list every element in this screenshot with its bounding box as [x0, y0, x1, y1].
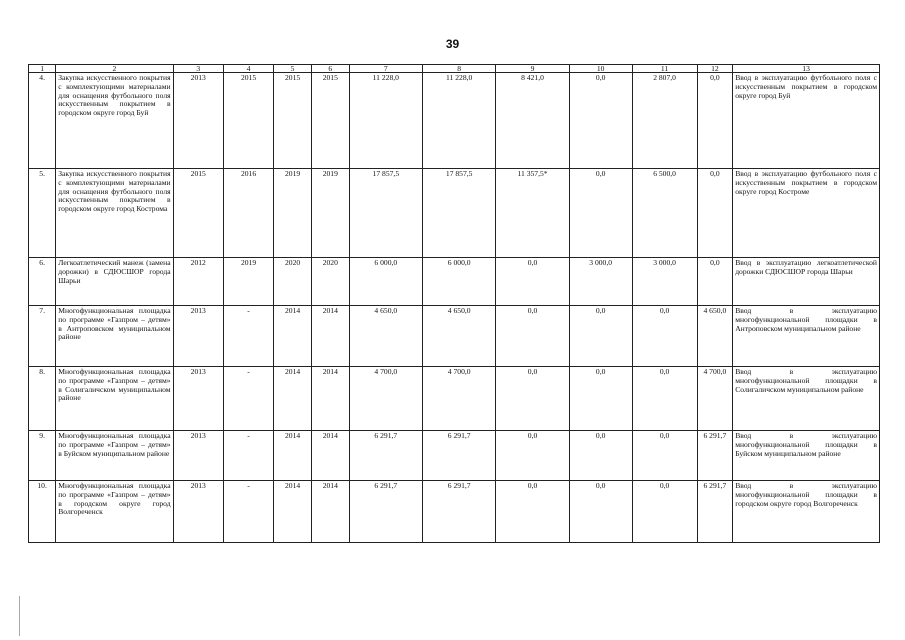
cell: 2013 [173, 481, 223, 543]
column-header: 12 [697, 65, 733, 73]
cell: 0,0 [569, 367, 632, 431]
cell: - [223, 481, 273, 543]
cell: 2013 [173, 367, 223, 431]
cell: 2015 [311, 73, 349, 169]
program-table [28, 64, 880, 543]
cell: 4 700,0 [423, 367, 496, 431]
page-number: 39 [445, 37, 460, 51]
object-name: Многофункциональная площадка по программе «Газпром – детям» в Буйском муниципальном районе [56, 431, 173, 481]
row-number: 4. [29, 73, 56, 169]
cell: 17 857,5 [349, 169, 422, 258]
row-number: 9. [29, 431, 56, 481]
cell: 2014 [311, 481, 349, 543]
cell: 4 700,0 [697, 367, 733, 431]
table-row [29, 481, 880, 543]
cell: 4 650,0 [697, 306, 733, 367]
cell: 2020 [274, 258, 312, 306]
object-name: Многофункциональная площадка по программе «Газпром – детям» в городском округе город Волгореченск [56, 481, 173, 543]
cell: 2019 [223, 258, 273, 306]
column-header: 13 [733, 65, 880, 73]
cell: 2 807,0 [632, 73, 697, 169]
table-row [29, 367, 880, 431]
cell: 4 650,0 [423, 306, 496, 367]
cell: 0,0 [496, 306, 569, 367]
cell: 4 650,0 [349, 306, 422, 367]
column-header: 5 [274, 65, 312, 73]
row-number: 8. [29, 367, 56, 431]
cell: 11 357,5* [496, 169, 569, 258]
cell: 2014 [274, 367, 312, 431]
cell: 0,0 [632, 367, 697, 431]
cell: 2013 [173, 73, 223, 169]
expected-result: Ввод в эксплуатацию легкоатлетической дорожки СДЮСШОР города Шарьи [733, 258, 880, 306]
cell: 2015 [173, 169, 223, 258]
cell: 2015 [274, 73, 312, 169]
cell: 2020 [311, 258, 349, 306]
expected-result: Ввод в эксплуатацию футбольного поля с искусственным покрытием в городском округе город Буй [733, 73, 880, 169]
cell: 2014 [274, 306, 312, 367]
cell: 2015 [223, 73, 273, 169]
cell: 0,0 [496, 258, 569, 306]
column-header: 1 [29, 65, 56, 73]
cell: 6 291,7 [423, 481, 496, 543]
expected-result: Ввод в эксплуатацию многофункциональной площадки в городском округе город Волгореченск [733, 481, 880, 543]
cell: 0,0 [496, 367, 569, 431]
cell: 6 291,7 [697, 481, 733, 543]
column-header: 8 [423, 65, 496, 73]
table-row [29, 169, 880, 258]
column-header: 3 [173, 65, 223, 73]
row-number: 10. [29, 481, 56, 543]
table-row [29, 431, 880, 481]
object-name: Легкоатлетический манеж (замена дорожки) в СДЮСШОР города Шарьи [56, 258, 173, 306]
object-name: Закупка искусственного покрытия с комплектующими материалами для оснащения футбольного поля искусственным покрытием в городском округе город Кострома [56, 169, 173, 258]
cell: - [223, 431, 273, 481]
object-name: Закупка искусственного покрытия с комплектующими материалами для оснащения футбольного поля искусственным покрытием в городском округе город Буй [56, 73, 173, 169]
cell: 11 228,0 [423, 73, 496, 169]
cell: 0,0 [569, 169, 632, 258]
cell: 2019 [274, 169, 312, 258]
cell: 2013 [173, 431, 223, 481]
cell: 3 000,0 [632, 258, 697, 306]
column-header: 6 [311, 65, 349, 73]
cell: 2016 [223, 169, 273, 258]
cell: 4 700,0 [349, 367, 422, 431]
column-header: 9 [496, 65, 569, 73]
column-number-row [29, 65, 880, 73]
cell: 2014 [274, 431, 312, 481]
cell: 0,0 [496, 481, 569, 543]
table-row [29, 306, 880, 367]
column-header: 4 [223, 65, 273, 73]
cell: 0,0 [569, 306, 632, 367]
cell: 0,0 [632, 481, 697, 543]
cell: 2014 [311, 431, 349, 481]
cell: 0,0 [632, 431, 697, 481]
cell: 2014 [274, 481, 312, 543]
cell: 2014 [311, 367, 349, 431]
expected-result: Ввод в эксплуатацию многофункциональной площадки в Буйском муниципальном районе [733, 431, 880, 481]
cell: 2012 [173, 258, 223, 306]
column-header: 2 [56, 65, 173, 73]
cell: 6 291,7 [349, 481, 422, 543]
table-row [29, 258, 880, 306]
column-header: 11 [632, 65, 697, 73]
cell: 0,0 [569, 481, 632, 543]
cell: - [223, 367, 273, 431]
cell: 2014 [311, 306, 349, 367]
cell: 6 000,0 [349, 258, 422, 306]
cell: 11 228,0 [349, 73, 422, 169]
expected-result: Ввод в эксплуатацию многофункциональной площадки в Солигаличском муниципальном районе [733, 367, 880, 431]
column-header: 10 [569, 65, 632, 73]
object-name: Многофункциональная площадка по программе «Газпром – детям» в Солигаличском муниципальном районе [56, 367, 173, 431]
cell: 0,0 [632, 306, 697, 367]
cell: 0,0 [697, 258, 733, 306]
row-number: 5. [29, 169, 56, 258]
expected-result: Ввод в эксплуатацию многофункциональной площадки в Антроповском муниципальном районе [733, 306, 880, 367]
row-number: 6. [29, 258, 56, 306]
cell: 6 291,7 [423, 431, 496, 481]
table-row [29, 73, 880, 169]
cell: 2013 [173, 306, 223, 367]
cell: 6 291,7 [697, 431, 733, 481]
cell: 0,0 [569, 73, 632, 169]
cell: - [223, 306, 273, 367]
margin-line [19, 596, 20, 636]
cell: 3 000,0 [569, 258, 632, 306]
object-name: Многофункциональная площадка по программе «Газпром – детям» в Антроповском муниципальном районе [56, 306, 173, 367]
cell: 0,0 [697, 73, 733, 169]
row-number: 7. [29, 306, 56, 367]
cell: 6 500,0 [632, 169, 697, 258]
cell: 6 291,7 [349, 431, 422, 481]
column-header: 7 [349, 65, 422, 73]
expected-result: Ввод в эксплуатацию футбольного поля с искусственным покрытием в городском округе город Костроме [733, 169, 880, 258]
cell: 0,0 [697, 169, 733, 258]
cell: 17 857,5 [423, 169, 496, 258]
cell: 2019 [311, 169, 349, 258]
cell: 0,0 [569, 431, 632, 481]
cell: 8 421,0 [496, 73, 569, 169]
cell: 0,0 [496, 431, 569, 481]
cell: 6 000,0 [423, 258, 496, 306]
